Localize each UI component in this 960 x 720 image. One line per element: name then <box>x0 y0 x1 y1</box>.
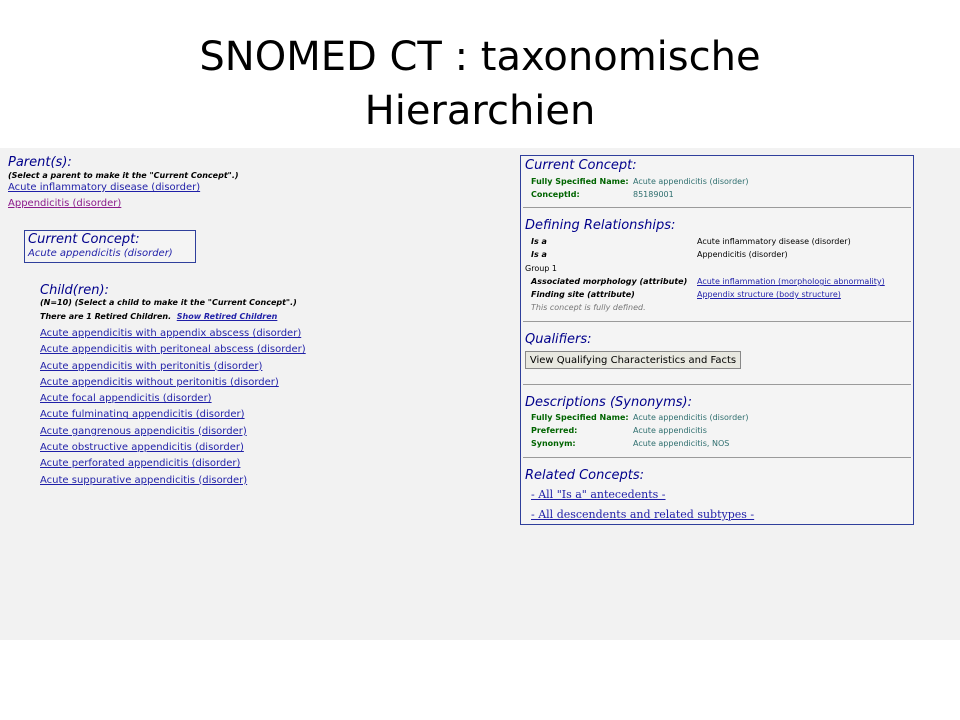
preferred-label: Preferred: <box>531 426 578 435</box>
divider <box>523 321 911 322</box>
finding-site-label: Finding site (attribute) <box>531 290 635 299</box>
retired-children-line <box>40 311 306 323</box>
child-link[interactable]: Acute focal appendicitis (disorder) <box>40 393 212 405</box>
view-qualifying-characteristics-button[interactable]: View Qualifying Characteristics and Facts <box>525 351 741 369</box>
all-descendents-link[interactable]: - All descendents and related subtypes - <box>531 508 755 521</box>
isa-label: Is a <box>531 250 547 259</box>
divider <box>523 207 911 208</box>
associated-morphology-link[interactable]: Acute inflammation (morphologic abnormality) <box>697 277 885 286</box>
child-link[interactable]: Acute appendicitis with peritoneal abscess (disorder) <box>40 344 306 356</box>
synonym-value: Acute appendicitis, NOS <box>633 439 730 448</box>
child-link[interactable]: Acute suppurative appendicitis (disorder) <box>40 474 248 486</box>
desc-fsn-label: Fully Specified Name: <box>531 413 629 422</box>
child-link[interactable]: Acute appendicitis without peritonitis (disorder) <box>40 376 279 388</box>
child-link[interactable]: Acute obstructive appendicitis (disorder) <box>40 442 244 454</box>
related-concepts-header: Related Concepts: <box>525 468 645 483</box>
slide-title <box>0 30 960 138</box>
current-concept-header: Current Concept: <box>28 232 140 247</box>
divider <box>523 457 911 458</box>
all-isa-antecedents-link[interactable]: - All "Is a" antecedents - <box>531 488 666 501</box>
concept-id-value: 85189001 <box>633 190 674 199</box>
slide-title-line2: Hierarchien <box>364 88 596 134</box>
children-list <box>40 326 306 489</box>
children-header: Child(ren): <box>40 283 109 298</box>
children-hint: (N=10) (Select a child to make it the "Current Concept".) <box>40 298 297 307</box>
show-retired-children-link[interactable]: Show Retired Children <box>176 312 278 321</box>
child-link[interactable]: Acute fulminating appendicitis (disorder) <box>40 409 245 421</box>
child-link[interactable]: Acute appendicitis with peritonitis (disorder) <box>40 360 263 372</box>
fsn-value: Acute appendicitis (disorder) <box>633 177 749 186</box>
fsn-label: Fully Specified Name: <box>531 177 629 186</box>
browser-screenshot <box>0 148 960 640</box>
group-label: Group 1 <box>525 264 557 273</box>
isa-value: Acute inflammatory disease (disorder) <box>697 237 851 246</box>
concept-id-label: ConceptId: <box>531 190 580 199</box>
fully-defined-note: This concept is fully defined. <box>531 303 646 312</box>
parents-header: Parent(s): <box>8 155 72 170</box>
retired-children-text: There are 1 Retired Children. <box>40 312 172 321</box>
child-link[interactable]: Acute gangrenous appendicitis (disorder) <box>40 425 247 437</box>
divider <box>523 384 911 385</box>
children-section <box>40 284 306 489</box>
isa-label: Is a <box>531 237 547 246</box>
defining-relationships-header: Defining Relationships: <box>525 218 676 233</box>
slide-title-line1: SNOMED CT : taxonomische <box>199 34 761 80</box>
isa-value: Appendicitis (disorder) <box>697 250 788 259</box>
parent-link-acute-inflammatory-disease[interactable]: Acute inflammatory disease (disorder) <box>8 182 201 193</box>
parents-hint: (Select a parent to make it the "Current Concept".) <box>8 171 239 180</box>
parent-link-appendicitis[interactable]: Appendicitis (disorder) <box>8 198 122 209</box>
child-link[interactable]: Acute perforated appendicitis (disorder) <box>40 458 241 470</box>
qualifiers-header: Qualifiers: <box>525 332 592 347</box>
current-concept-box <box>24 230 196 263</box>
preferred-value: Acute appendicitis <box>633 426 707 435</box>
desc-fsn-value: Acute appendicitis (disorder) <box>633 413 749 422</box>
finding-site-link[interactable]: Appendix structure (body structure) <box>697 290 841 299</box>
descriptions-header: Descriptions (Synonyms): <box>525 395 692 410</box>
synonym-label: Synonym: <box>531 439 576 448</box>
current-concept-value: Acute appendicitis (disorder) <box>28 248 173 259</box>
child-link[interactable]: Acute appendicitis with appendix abscess (disorder) <box>40 328 302 339</box>
panel-current-header: Current Concept: <box>525 158 637 173</box>
parents-section <box>8 156 239 212</box>
concept-details-panel <box>520 155 914 525</box>
associated-morphology-label: Associated morphology (attribute) <box>531 277 688 286</box>
